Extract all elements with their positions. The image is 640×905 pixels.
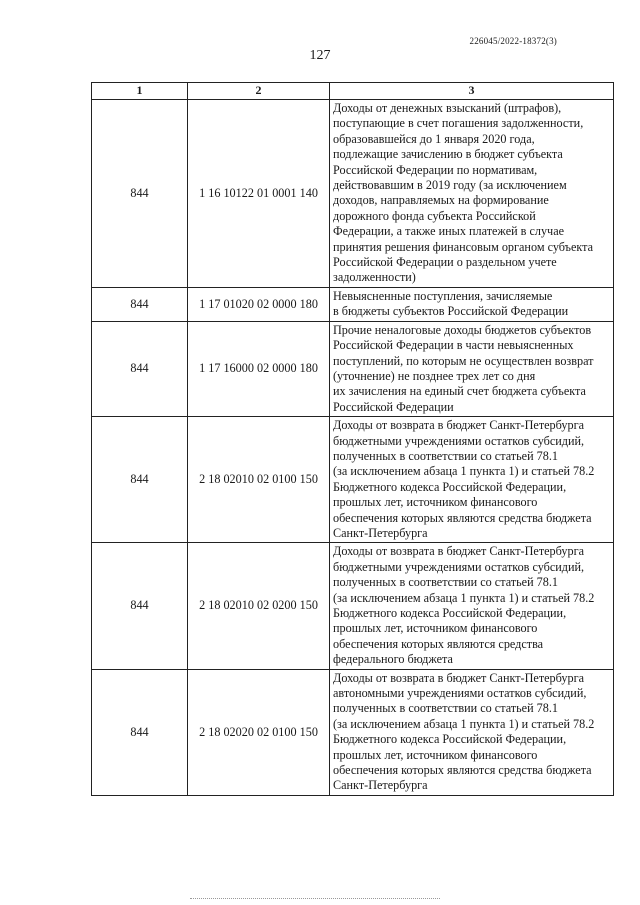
description-line: действовавшим в 2019 году (за исключением xyxy=(333,178,567,193)
description-line: Бюджетного кодекса Российской Федерации, xyxy=(333,606,567,620)
description-line: обеспечения которых являются средства xyxy=(333,636,544,651)
admin-code-cell: 844 xyxy=(92,321,188,416)
description-line: (уточнение) не позднее трех лет со дня xyxy=(333,368,536,383)
description-line: Санкт-Петербурга xyxy=(333,778,428,793)
table-row xyxy=(92,287,614,321)
description-line: обеспечения которых являются средства бюджета xyxy=(333,763,592,778)
description-line: Невыясненные поступления, зачисляемые xyxy=(333,288,553,303)
description-line: полученных в соответствии со статьей 78.1 xyxy=(333,448,558,463)
admin-code-cell: 844 xyxy=(92,417,188,543)
table-row xyxy=(92,543,614,669)
income-name-cell xyxy=(330,543,614,669)
budget-code-cell: 2 18 02010 02 0200 150 xyxy=(188,543,330,669)
description-line: их зачисления на единый счет бюджета субъекта xyxy=(333,384,586,399)
description-line: Прочие неналоговые доходы бюджетов субъектов xyxy=(333,322,592,337)
column-header-admin: 1 xyxy=(92,83,188,100)
description-line: поступающие в счет погашения задолженности, xyxy=(333,116,584,131)
budget-code-cell: 1 16 10122 01 0001 140 xyxy=(188,100,330,288)
description-line: Российской Федерации в части невыясненных xyxy=(333,338,574,353)
income-name-cell xyxy=(330,321,614,416)
table-row xyxy=(92,321,614,416)
budget-code-cell: 1 17 16000 02 0000 180 xyxy=(188,321,330,416)
description-line: Федерации, а также иных платежей в случае xyxy=(333,224,565,239)
description-line: прошлых лет, источником финансового xyxy=(333,747,538,762)
description-line: прошлых лет, источником финансового xyxy=(333,495,538,510)
description-line: задолженности) xyxy=(333,270,416,285)
income-name-cell xyxy=(330,287,614,321)
description-line: (за исключением абзаца 1 пункта 1) и статьей 78.2 xyxy=(333,716,595,731)
description-line: образовавшейся до 1 января 2020 года, xyxy=(333,131,535,146)
description-line: принятия решения финансовым органом субъекта xyxy=(333,239,594,254)
description-line: поступлений, по которым не осуществлен возврат xyxy=(333,353,594,368)
document-id: 226045/2022-18372(3) xyxy=(469,36,557,46)
description-line: Санкт-Петербурга xyxy=(333,525,428,540)
budget-code-cell: 1 17 01020 02 0000 180 xyxy=(188,287,330,321)
income-name-cell xyxy=(330,417,614,543)
description-line: (за исключением абзаца 1 пункта 1) и статьей 78.2 xyxy=(333,590,595,605)
description-line: бюджетными учреждениями остатков субсидий, xyxy=(333,559,585,574)
admin-code-cell: 844 xyxy=(92,669,188,795)
description-line: Бюджетного кодекса Российской Федерации, xyxy=(333,479,567,494)
description-line: Доходы от возврата в бюджет Санкт-Петербурга xyxy=(333,418,584,433)
income-name-cell xyxy=(330,669,614,795)
footer-rule xyxy=(190,898,440,899)
table-row xyxy=(92,100,614,288)
admin-code-cell: 844 xyxy=(92,287,188,321)
description-line: Российской Федерации xyxy=(333,399,454,414)
budget-classification-table xyxy=(91,82,614,796)
table-header-row xyxy=(92,83,614,100)
description-line: в бюджеты субъектов Российской Федерации xyxy=(333,304,569,319)
column-header-name: 3 xyxy=(330,83,614,100)
description-line: подлежащие зачислению в бюджет субъекта xyxy=(333,147,563,162)
page-number: 127 xyxy=(309,48,331,63)
description-line: автономными учреждениями остатков субсидий, xyxy=(333,686,587,701)
description-line: Российской Федерации о раздельном учете xyxy=(333,255,557,270)
description-line: Бюджетного кодекса Российской Федерации, xyxy=(333,732,567,747)
description-line: полученных в соответствии со статьей 78.1 xyxy=(333,701,558,716)
description-line: полученных в соответствии со статьей 78.1 xyxy=(333,575,558,590)
admin-code-cell: 844 xyxy=(92,100,188,288)
description-line: дорожного фонда субъекта Российской xyxy=(333,208,536,223)
table-row xyxy=(92,417,614,543)
description-line: Доходы от возврата в бюджет Санкт-Петербурга xyxy=(333,544,584,559)
description-line: Российской Федерации по нормативам, xyxy=(333,162,538,177)
description-line: прошлых лет, источником финансового xyxy=(333,621,538,636)
description-line: федерального бюджета xyxy=(333,652,453,667)
table-row xyxy=(92,669,614,795)
description-line: (за исключением абзаца 1 пункта 1) и статьей 78.2 xyxy=(333,464,595,479)
description-line: доходов, направляемых на формирование xyxy=(333,193,549,208)
admin-code-cell: 844 xyxy=(92,543,188,669)
description-line: Доходы от денежных взысканий (штрафов), xyxy=(333,101,562,115)
budget-code-cell: 2 18 02010 02 0100 150 xyxy=(188,417,330,543)
description-line: обеспечения которых являются средства бюджета xyxy=(333,510,592,525)
budget-code-cell: 2 18 02020 02 0100 150 xyxy=(188,669,330,795)
description-line: Доходы от возврата в бюджет Санкт-Петербурга xyxy=(333,670,584,685)
description-line: бюджетными учреждениями остатков субсидий, xyxy=(333,433,585,448)
income-name-cell xyxy=(330,100,614,288)
column-header-code: 2 xyxy=(188,83,330,100)
